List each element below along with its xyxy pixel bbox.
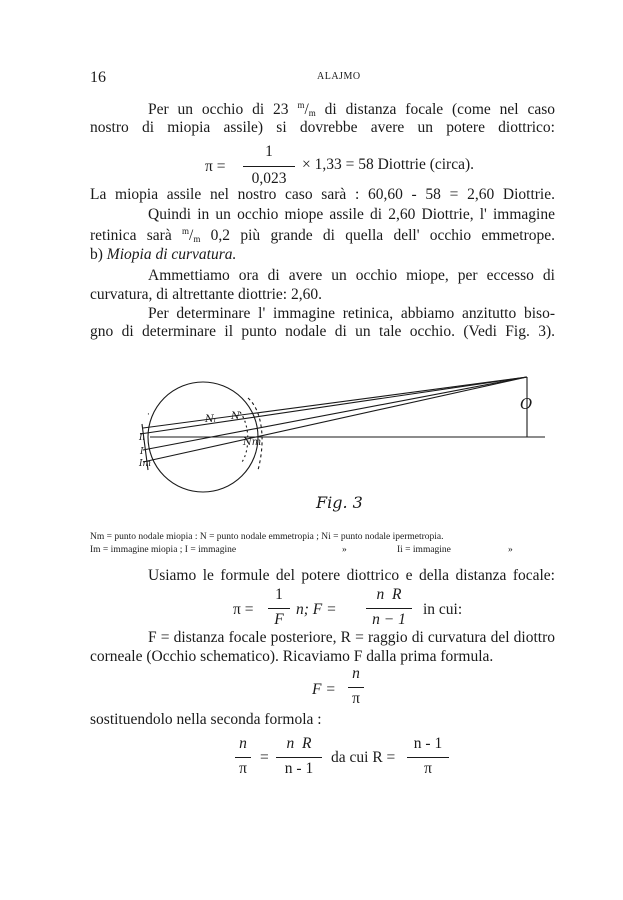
- para3-text-b: 0,2 più grande di quella dell' occhio emmetrope.: [200, 227, 555, 244]
- eq2-den2: n − 1: [372, 611, 406, 628]
- eq4-num3: n - 1: [413, 735, 443, 752]
- page-number: 16: [90, 69, 106, 86]
- ray-upper-1: [143, 377, 527, 428]
- eq2-mid: n; F =: [296, 601, 337, 618]
- para3-line1: Quindi in un occhio miope assile di 2,60 Diottrie, l' immagine: [148, 206, 555, 223]
- label-nm: Nm: [243, 437, 262, 448]
- para6-line1: Usiamo le formule del potere diottrico e della distanza focale:: [148, 567, 555, 584]
- eq2-bar2: [366, 608, 412, 609]
- eq4-equals: =: [260, 749, 269, 766]
- eq3-num: n: [352, 665, 360, 682]
- eq2-den1: F: [274, 611, 284, 628]
- eq1-rhs: × 1,33 = 58 Diottrie (circa).: [302, 156, 474, 173]
- eq3-bar: [348, 687, 364, 688]
- para7-line2: corneale (Occhio schematico). Ricaviamo F dalla prima formula.: [90, 648, 494, 665]
- eq1-numerator: 1: [265, 143, 273, 160]
- eq2-pi: π =: [233, 601, 254, 618]
- ray-lower: [143, 377, 527, 462]
- eq3-lhs: F =: [312, 681, 336, 698]
- eq3-den: π: [352, 690, 360, 707]
- ray-upper-2: [140, 377, 527, 434]
- figure-caption: Fig. 3: [316, 493, 363, 512]
- para4-line1: Ammettiamo ora di avere un occhio miope, per eccesso di: [148, 267, 555, 284]
- unit-slash: /: [304, 101, 309, 118]
- para3-text-a: retinica sarà: [90, 227, 183, 244]
- eq4-bar1: [235, 757, 251, 758]
- legend-row2-d: »: [508, 545, 513, 555]
- ray-mid: [143, 377, 527, 450]
- unit-slash: /: [189, 227, 194, 244]
- eq4-den1: π: [239, 760, 247, 777]
- para4-line2: curvatura, di altrettante diottrie: 2,60.: [90, 286, 322, 303]
- para1-text-a: Per un occhio di 23: [148, 101, 298, 118]
- para1-text-b: di distanza focale (come nel caso: [315, 101, 555, 118]
- eq1-denominator: 0,023: [251, 170, 287, 187]
- para2-line1: La miopia assile nel nostro caso sarà : 60,60 - 58 = 2,60 Diottrie.: [90, 186, 555, 203]
- eq2-tail: in cui:: [423, 601, 463, 618]
- unit-m-sup: m: [297, 100, 305, 110]
- label-n: N: [231, 411, 240, 422]
- eq2-bar1: [268, 608, 290, 609]
- legend-row2-a: Im = immagine miopia ; I = immagine: [90, 545, 237, 555]
- legend-row2: [90, 545, 560, 555]
- eq2-num2: n R: [376, 586, 402, 603]
- label-ii: Iᵢ: [139, 433, 145, 443]
- eq4-den3: π: [424, 760, 432, 777]
- legend-row2-c: Ii = immagine: [397, 545, 451, 555]
- legend-row1: Nm = punto nodale miopia : N = punto nodale emmetropia ; Ni = punto nodale ipermetropia.: [90, 532, 444, 542]
- eq1-lhs: π =: [205, 158, 226, 175]
- eq4-num2: n R: [286, 735, 312, 752]
- eq4-bar3: [407, 757, 449, 758]
- eq4-bar2: [276, 757, 322, 758]
- label-i: I: [140, 447, 144, 457]
- section-letter: b): [90, 246, 103, 263]
- unit-m-sub: m: [308, 108, 316, 118]
- unit-m-sub: m: [193, 234, 201, 244]
- para1-line2: nostro di miopia assile) si dovrebbe avere un potere diottrico:: [90, 119, 555, 136]
- eq4-den2: n - 1: [284, 760, 314, 777]
- para5-line2: gno di determinare il punto nodale di un tale occhio. (Vedi Fig. 3).: [90, 323, 555, 340]
- section-title: Miopia di curvatura.: [106, 246, 237, 263]
- eq4-mid: da cui R =: [331, 749, 396, 766]
- unit-m-sup: m: [182, 226, 190, 236]
- eq2-num1: 1: [275, 586, 283, 603]
- para7-line1: F = distanza focale posteriore, R = raggio di curvatura del diottro: [148, 629, 555, 646]
- object-label: O: [520, 395, 533, 413]
- label-ni: Nᵢ: [205, 414, 216, 425]
- eq4-num1: n: [239, 735, 247, 752]
- legend-row2-b: »: [342, 545, 347, 555]
- para5-line1: Per determinare l' immagine retinica, abbiamo anzitutto biso-: [148, 305, 555, 322]
- label-im: Im: [139, 459, 152, 469]
- running-title: ALAJMO: [317, 71, 361, 82]
- para8-line1: sostituendolo nella seconda formola :: [90, 711, 322, 728]
- label-dot: ·: [147, 410, 150, 420]
